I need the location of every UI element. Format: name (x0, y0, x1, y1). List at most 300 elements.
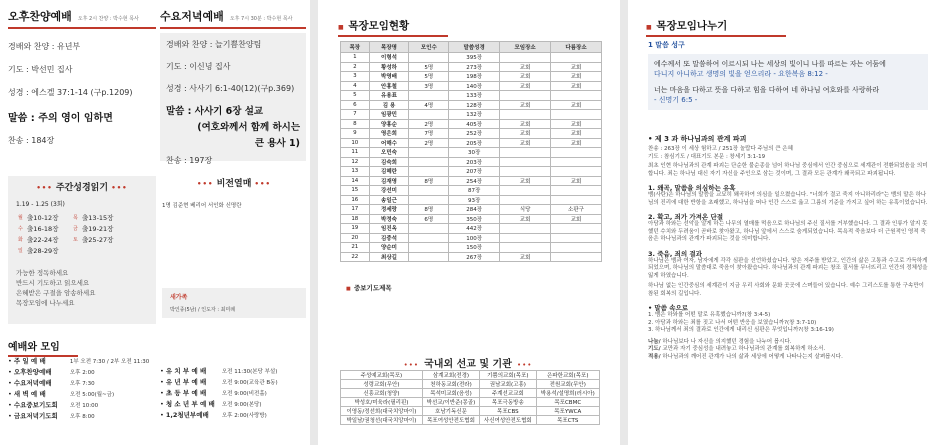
wednesday-worship-title: 수요저녁예배 (160, 10, 224, 23)
bible-reading-row (16, 234, 126, 245)
panel-bulletin-left (0, 0, 310, 445)
schedule-title: 예배와 모임 (8, 338, 78, 357)
missions-row (341, 407, 600, 416)
application-title: • 말씀 속으로 (648, 304, 689, 312)
meeting-cell (551, 148, 602, 158)
bible-reading-header: ••• 주간성경읽기 ••• (36, 183, 128, 193)
meeting-cell: 김재영 (369, 176, 409, 186)
new-family-box (162, 288, 306, 318)
wed-prayer: 기도 : 이신녕 집사 (166, 62, 231, 71)
meeting-cell: 교회 (551, 81, 602, 91)
meeting-cell: 교회 (500, 214, 551, 224)
schedule-row (8, 356, 156, 367)
apply-line (648, 354, 930, 362)
meeting-cell: 김혜란 (369, 167, 409, 177)
schedule-row (8, 389, 156, 400)
table-row (341, 110, 602, 120)
schedule-time: 오후 2:00 (69, 370, 95, 376)
meeting-cell: 임진옥 (369, 224, 409, 234)
reading-chapters: 출13-15장 (82, 214, 114, 222)
afternoon-worship-title: 오후찬양예배 (8, 10, 72, 23)
meeting-cell: 7명 (409, 129, 449, 139)
bible-reading-range: 1.19 - 1.25 (3회) (16, 201, 65, 208)
meeting-cell: 유용표 (369, 91, 409, 101)
meeting-cell: 2명 (409, 138, 449, 148)
meeting-cell: 100장 (449, 233, 500, 243)
point2-title: 2. 확고, 죄가 가져온 단절 (648, 213, 724, 221)
meeting-cell: 어해수 (369, 138, 409, 148)
schedule-name: 수요중보기도회 (13, 401, 58, 409)
meeting-cell (409, 91, 449, 101)
meeting-cell: 식당 (500, 205, 551, 215)
meeting-cell: 3명 (409, 81, 449, 91)
question-1: 1. 뱀은 하와를 어떤 말로 유혹했습니까?(창 3:4-5) (648, 312, 771, 318)
meeting-cell (409, 110, 449, 120)
afternoon-worship (8, 8, 156, 147)
reading-day (71, 245, 80, 256)
reading-tip: 가능한 정독하세요 (16, 269, 69, 277)
meeting-cell: 양순미 (369, 243, 409, 253)
missions-cell: 목포CBMC (536, 398, 599, 407)
meeting-header-cell: 목장명 (369, 42, 409, 53)
meeting-cell: 198장 (449, 72, 500, 82)
schedule-name: 주 일 예 배 (13, 357, 46, 365)
apply-text: 하나님과의 깨어진 관계가 나의 삶과 세상에 어떻게 나타나는지 살펴봅시다. (662, 353, 843, 360)
meeting-cell (551, 224, 602, 234)
meeting-cell (409, 148, 449, 158)
missions-cell: 성령교회(무안) (341, 380, 423, 389)
verse1-line1: 에수께서 또 말씀하여 이르시되 나는 세상의 빛이니 나를 따르는 자는 어둠에 (654, 60, 886, 68)
meeting-cell: 교회 (500, 100, 551, 110)
meeting-cell: 14 (341, 176, 370, 186)
meeting-cell: 오민숙 (369, 148, 409, 158)
meeting-cell: 소판구 (551, 205, 602, 215)
meeting-cell: 132장 (449, 110, 500, 120)
missions-cell: 천하동교회(전라) (422, 380, 479, 389)
meeting-cell: 1 (341, 53, 370, 63)
meeting-header (338, 18, 448, 37)
meeting-title-wrap: ■ 목장모임현황 (338, 18, 448, 37)
meeting-title: 목장모임현황 (348, 20, 410, 32)
table-row (341, 138, 602, 148)
meeting-cell: 교회 (500, 62, 551, 72)
sharing-title: 목장모임나누기 (656, 20, 728, 32)
schedule-row (8, 411, 156, 422)
meeting-cell: 8명 (409, 205, 449, 215)
meeting-cell: 252장 (449, 129, 500, 139)
meeting-cell (409, 233, 449, 243)
meeting-cell: 19 (341, 224, 370, 234)
meeting-cell: 교회 (500, 129, 551, 139)
wed-hymn: 찬송 : 197장 (166, 156, 213, 165)
schedule-name: 금요저녁기도회 (13, 412, 58, 420)
verse2-line1: 너는 마음을 다하고 뜻을 다하고 힘을 다하여 네 하나님 여호와를 사랑하라 (654, 86, 880, 94)
missions-cell: 박용석/설명희(러시아) (536, 389, 599, 398)
schedule-time: 오전 9:00(본당) (221, 402, 262, 408)
intercession-label: ■ 중보기도제목 (346, 284, 392, 292)
table-row (341, 119, 602, 129)
reading-chapters (80, 245, 126, 256)
schedule-row (160, 366, 306, 377)
point3-title: 3. 죽음, 죄의 결과 (648, 249, 702, 258)
share-label: 나눔/ (648, 338, 661, 345)
missions-cell: 이영동/정선희(대국치앙마이) (341, 407, 423, 416)
meeting-cell: 김중석 (369, 233, 409, 243)
reading-day: 목 (72, 215, 78, 221)
meeting-cell (409, 224, 449, 234)
meeting-cell: 3 (341, 72, 370, 82)
meeting-cell: 교회 (500, 252, 551, 262)
table-row (341, 195, 602, 205)
schedule-name: 청 소 년 부 예 배 (165, 400, 215, 408)
schedule-name: 유 치 부 예 배 (165, 367, 207, 375)
share-line (648, 339, 930, 347)
meeting-cell: 5 (341, 91, 370, 101)
meeting-cell: 박영배 (369, 72, 409, 82)
meeting-cell (409, 252, 449, 262)
schedule-name: 수요저녁예배 (13, 379, 52, 387)
table-row (341, 100, 602, 110)
meeting-cell (551, 252, 602, 262)
meeting-cell: 교회 (551, 100, 602, 110)
schedule-time: 오후 2:00(사랑방) (221, 413, 267, 419)
schedule-time: 오전 10:00 (69, 403, 99, 409)
meeting-cell: 21 (341, 243, 370, 253)
wed-worship-leader: 경배와 찬양 : 늘기쁨찬양팀 (166, 40, 262, 49)
meeting-cell (409, 157, 449, 167)
schedule-name: 유 년 부 예 배 (165, 378, 207, 386)
schedule-time: 1부 오전 7:30 / 2부 오전 11:30 (69, 359, 150, 365)
meeting-cell (500, 91, 551, 101)
reading-day: 금 (72, 226, 78, 232)
meeting-cell: 6명 (409, 214, 449, 224)
wednesday-box (160, 33, 306, 165)
meeting-cell (500, 110, 551, 120)
schedule-time: 오전 9:00(비전홀) (221, 391, 267, 397)
meeting-cell: 안홍철 (369, 81, 409, 91)
lesson-section (648, 130, 930, 361)
point2-body: 아담과 하와는 선악을 알게 하는 나무의 열매를 먹음으로 하나님의 주신 질서를 거부했습니다. 그 결과 인류가 알지 못했던 수치와 두려움이 곧바로 찾아왔고, 하나님 앞에서 스스로 숨게되었습니다. 목욕적 죽음보다 더 근원적인 영적 죽음은 하나님과의 관계가 파괴되는 것을 의미합니다. (648, 221, 928, 242)
meeting-cell (409, 195, 449, 205)
meeting-cell: 송일근 (369, 195, 409, 205)
meeting-cell (409, 186, 449, 196)
schedule-bullet: • (8, 379, 12, 387)
meeting-cell: 8명 (409, 176, 449, 186)
meeting-cell: 7 (341, 110, 370, 120)
meeting-cell (551, 167, 602, 177)
meeting-cell: 133장 (449, 91, 500, 101)
meeting-cell: 395장 (449, 53, 500, 63)
meeting-cell: 15 (341, 186, 370, 196)
schedule-right-list (160, 366, 306, 421)
schedule-time: 오후 8:00 (69, 414, 95, 420)
table-row (341, 148, 602, 158)
afternoon-worship-subtitle: 오후 2시 찬양 : 박수현 목사 (77, 16, 139, 22)
meeting-cell (500, 53, 551, 63)
panel-bulletin-middle (318, 0, 620, 445)
missions-table (340, 370, 600, 425)
missions-cell: 신흥교회(청양) (341, 389, 423, 398)
meeting-header-cell: 모임장소 (500, 42, 551, 53)
meeting-cell: 207장 (449, 167, 500, 177)
missions-cell: 목포CBS (480, 407, 536, 416)
schedule-bullet: • (8, 412, 12, 420)
meeting-cell (551, 91, 602, 101)
sermon-title: 말씀 : 주의 영이 임하면 (8, 113, 113, 124)
schedule-section (8, 338, 306, 420)
meeting-cell: 273장 (449, 62, 500, 72)
meeting-cell: 254장 (449, 176, 500, 186)
meeting-cell: 김숙희 (369, 157, 409, 167)
bible-reading-box (8, 176, 156, 324)
meeting-cell: 9 (341, 129, 370, 139)
meeting-cell: 2명 (409, 119, 449, 129)
point1-title: 1. 왜곡, 말씀을 의심하는 유혹 (648, 184, 736, 192)
reading-chapters: 출16-18장 (27, 225, 59, 233)
pray-line (648, 346, 930, 354)
meeting-cell (551, 186, 602, 196)
meeting-cell: 황성하 (369, 62, 409, 72)
wed-sermon-line2: (여호와께서 함께 하시는 (197, 122, 300, 133)
schedule-time: 오전 9:00(교육관 B동) (221, 380, 278, 386)
meeting-cell: 교회 (500, 176, 551, 186)
reading-tip: 반드시 기도하고 읽으세요 (16, 279, 90, 287)
meeting-cell (551, 233, 602, 243)
schedule-name: 새 벽 예 배 (13, 390, 46, 398)
table-row (341, 186, 602, 196)
wed-sermon-line3: 큰 용사 1) (254, 138, 300, 149)
afternoon-worship-header (8, 8, 156, 29)
meeting-cell: 교회 (551, 138, 602, 148)
meeting-cell (500, 195, 551, 205)
meeting-cell: 442장 (449, 224, 500, 234)
lesson-passage: 기도 : 참심기도 / 대표기도 본문 : 창세기 3:1-19 (648, 153, 766, 160)
meeting-cell: 30장 (449, 148, 500, 158)
missions-cell: 목포CTS (536, 416, 599, 425)
table-row (341, 224, 602, 234)
table-row (341, 91, 602, 101)
meeting-cell: 150장 (449, 243, 500, 253)
reading-chapters: 출28-29장 (27, 247, 59, 255)
missions-row (341, 416, 600, 425)
new-family-title: 새가족 (170, 294, 188, 301)
memory-verse-label: 1 말씀 성구 (648, 41, 685, 49)
meeting-cell: 양홍순 (369, 119, 409, 129)
missions-cell: 전원교회(무안) (536, 380, 599, 389)
intercession-title: 중보기도제목 (354, 284, 392, 292)
meeting-cell: 교회 (551, 214, 602, 224)
missions-row (341, 371, 600, 380)
schedule-row (160, 410, 306, 421)
meeting-cell: 11 (341, 148, 370, 158)
missions-row (341, 389, 600, 398)
meeting-cell (500, 233, 551, 243)
bible-reading-title: 주간성경읽기 (55, 183, 109, 193)
wed-sermon-line1: 말씀 : 사사기 6장 설교 (166, 106, 264, 117)
table-row (341, 252, 602, 262)
missions-title: 국내외 선교 및 기관 (424, 359, 512, 370)
missions-cell: 목포여성안전도협회 (422, 416, 479, 425)
reading-tip: 은혜받은 구절을 암송하세요 (16, 289, 96, 297)
meeting-cell: 267장 (449, 252, 500, 262)
missions-cell: 박성호/미육라(필리핀) (341, 398, 423, 407)
missions-cell: 삼계교회(전경) (422, 371, 479, 380)
meeting-cell: 6 (341, 100, 370, 110)
table-row (341, 243, 602, 253)
memory-verse-box (648, 54, 928, 110)
reading-day: 수 (18, 226, 23, 232)
bible-reading-table (16, 212, 126, 256)
wednesday-worship-header (160, 8, 306, 29)
point1-body: 뱀(사탄)은 하나님의 말씀을 교묘히 왜곡하여 의심을 일으켰습니다. "너희가 결코 죽지 아니하리라"는 뱀의 말은 하나님의 진리에 대한 반항을 초래했고, 하나님을 떠나 인간 스스로 옳고 그름의 기준을 가지고 싶어 하는 유혹이었습니다. (648, 192, 928, 206)
meeting-cell: 12 (341, 157, 370, 167)
missions-cell: 주성예교회(목포) (341, 371, 423, 380)
reading-tip: 목장모임에 나누세요 (16, 299, 75, 307)
schedule-bullet: • (8, 390, 12, 398)
missions-cell: 목석미교회(음성) (422, 389, 479, 398)
meeting-cell (500, 157, 551, 167)
reading-day: 토 (72, 237, 78, 243)
reading-chapters: 출22-24장 (27, 236, 59, 244)
meeting-cell: 교회 (551, 72, 602, 82)
pray-text: 교만과 자기 중심성을 내려놓고 하나님과의 관계를 회복하게 하소서. (662, 346, 826, 352)
meeting-cell (500, 148, 551, 158)
bible-reading-row (16, 245, 126, 256)
meeting-cell: 10 (341, 138, 370, 148)
schedule-bullet: • (8, 368, 12, 376)
missions-cell: 권남교회(고흥) (480, 380, 536, 389)
schedule-name: 초 등 부 예 배 (165, 389, 207, 397)
meeting-cell: 교회 (500, 138, 551, 148)
wednesday-worship (160, 8, 306, 165)
schedule-left-list (8, 356, 156, 422)
lesson-title: • 제 3 과 하나님과의 관계 파괴 (648, 135, 747, 143)
table-row (341, 81, 602, 91)
meeting-cell (500, 167, 551, 177)
schedule-row (8, 367, 156, 378)
reading-day: 월 (18, 215, 23, 221)
meeting-cell: 5명 (409, 62, 449, 72)
meeting-cell: 2 (341, 62, 370, 72)
meeting-cell: 5명 (409, 72, 449, 82)
missions-cell: 박일남/권청선(대국치앙마이) (341, 416, 423, 425)
meeting-cell (551, 157, 602, 167)
meeting-cell: 영은희 (369, 129, 409, 139)
meeting-cell: 교회 (551, 62, 602, 72)
point3-body: 하나님은 뱀과 여자, 남자에게 각각 심판을 선언하셨습니다. 땅은 저주를 받았고, 인간의 삶은 고통과 수고로 가득하게 되었으며, 하나님의 말씀대로 죽음이 찾아왔습니다. 하나님과의 관계 파괴는 창조 질서를 무너뜨리고 인간의 정체성을 잃게 하였습니다. (648, 257, 928, 279)
meeting-cell: 김 용 (369, 100, 409, 110)
meeting-header-cell: 목장 (341, 42, 370, 53)
missions-cell: 사신여성안전도협회 (480, 416, 536, 425)
table-row (341, 167, 602, 177)
table-row (341, 53, 602, 63)
table-row (341, 62, 602, 72)
question-3: 3. 하나님께서 죄의 결과로 인간에게 내리신 심판은 무엇입니까?(창 3:16-19) (648, 327, 834, 333)
missions-row (341, 398, 600, 407)
meeting-cell: 4 (341, 81, 370, 91)
reading-chapters: 출10-12장 (27, 214, 59, 222)
missions-cell: 주계선교교회 (480, 389, 536, 398)
meeting-cell: 교회 (500, 119, 551, 129)
schedule-row (8, 378, 156, 389)
pray-label: 기도/ (648, 346, 661, 352)
sharing-header (646, 18, 786, 37)
table-row (341, 214, 602, 224)
reading-chapters: 출25-27장 (82, 236, 114, 244)
meeting-cell: 교회 (500, 81, 551, 91)
meeting-cell: 18 (341, 214, 370, 224)
bible-reading-row (16, 223, 126, 234)
schedule-row (160, 377, 306, 388)
schedule-bullet: • (160, 367, 164, 375)
schedule-bullet: • (160, 389, 164, 397)
table-row (341, 205, 602, 215)
question-2: 2. 아담과 하와는 죄를 짓고 나서 어떤 반응을 보였습니까?(창 3:7-10) (648, 319, 817, 326)
meeting-cell: 교회 (551, 176, 602, 186)
table-row (341, 176, 602, 186)
meeting-cell (551, 110, 602, 120)
meeting-cell: 17 (341, 205, 370, 215)
missions-cell: 목포YWCA (536, 407, 599, 416)
meeting-cell (409, 53, 449, 63)
table-row (341, 233, 602, 243)
table-row (341, 72, 602, 82)
schedule-time: 오전 5:00(월~금) (69, 392, 115, 398)
meeting-cell: 140장 (449, 81, 500, 91)
meeting-cell (551, 243, 602, 253)
schedule-time: 오전 11:30(본당 부설) (221, 369, 278, 375)
schedule-bullet: • (160, 378, 164, 386)
reading-chapters: 출19-21장 (82, 225, 114, 233)
verse1-line2: 다니지 아니하고 생명의 빛을 얻으리라 - 요한복음 8:12 - (654, 70, 828, 78)
meeting-cell: 임광민 (369, 110, 409, 120)
meeting-cell (500, 186, 551, 196)
meeting-cell: 20 (341, 233, 370, 243)
meeting-cell: 교회 (551, 129, 602, 139)
schedule-bullet: • (8, 401, 12, 409)
missions-cell: 호남기독신문 (422, 407, 479, 416)
memory-verse-section (648, 40, 928, 110)
table-row (341, 129, 602, 139)
meeting-cell: 128장 (449, 100, 500, 110)
reading-day: 화 (18, 237, 23, 243)
schedule-name: 오후찬양예배 (13, 368, 52, 376)
wed-reading: 성경 : 사사기 6:1-40(12)(구p.369) (166, 84, 295, 93)
missions-header: ••• 국내외 선교 및 기관 ••• (403, 359, 533, 370)
vision-fruit-line: 1명 김준현 베리어 서인화 신명란 (162, 203, 242, 209)
meeting-cell: 93장 (449, 195, 500, 205)
meeting-header-cell: 말씀성경 (449, 42, 500, 53)
meeting-cell (409, 167, 449, 177)
wednesday-worship-subtitle: 오후 7시 30분 : 박수현 목사 (229, 16, 293, 22)
schedule-time: 오후 7:30 (69, 381, 95, 387)
meeting-cell: 교회 (500, 72, 551, 82)
meeting-header-cell: 모인수 (409, 42, 449, 53)
missions-table-wrap (340, 370, 600, 425)
meeting-cell: 이형석 (369, 53, 409, 63)
meeting-table (340, 41, 602, 262)
meeting-header-cell: 다름장소 (551, 42, 602, 53)
meeting-cell: 205장 (449, 138, 500, 148)
reading-day: 일 (18, 248, 23, 254)
schedule-row (160, 399, 306, 410)
bible-reading-tips (16, 268, 148, 308)
missions-cell: 목포극동방송 (480, 398, 536, 407)
missions-cell: 기쁨의교회(목포) (480, 371, 536, 380)
meeting-cell: 강선미 (369, 186, 409, 196)
schedule-bullet: • (160, 400, 164, 408)
meeting-cell: 87장 (449, 186, 500, 196)
